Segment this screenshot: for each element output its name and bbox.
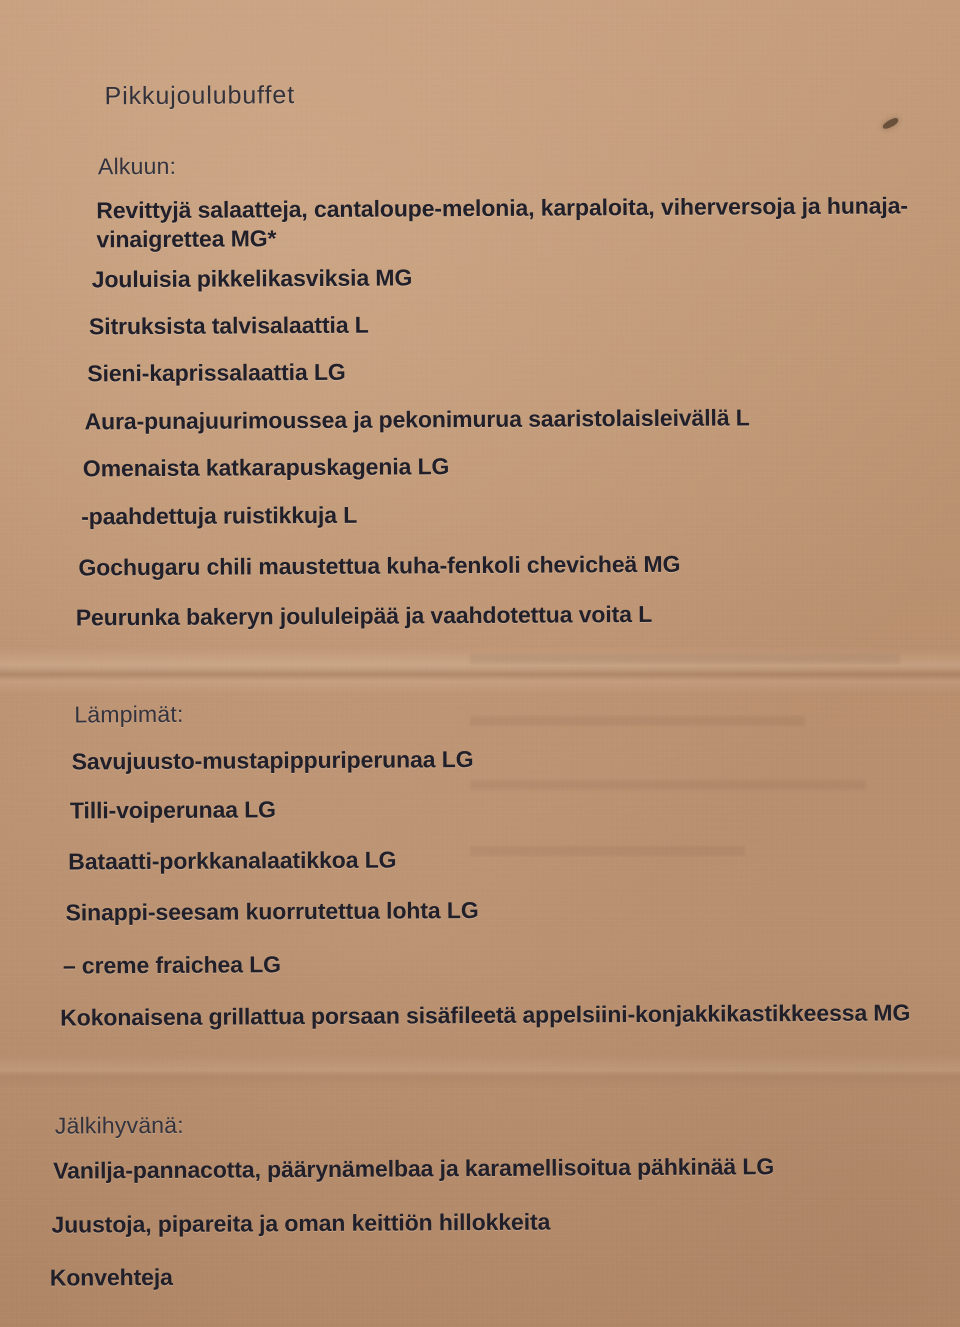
menu-item: Revittyjä salaatteja, cantaloupe-melonia, karpaloita, viherversoja ja hunaja-: [96, 192, 909, 224]
menu-item: Bataatti-porkkanalaatikkoa LG: [68, 846, 397, 875]
menu-item: Jouluisia pikkelikasviksia MG: [91, 264, 413, 293]
menu-item-continuation: vinaigrettea MG*: [96, 225, 277, 253]
menu-item: Vanilja-pannacotta, päärynämelbaa ja karamellisoitua pähkinää LG: [53, 1153, 775, 1184]
menu-item: Savujuusto-mustapippuriperunaa LG: [71, 746, 474, 775]
menu-item: Sitruksista talvisalaattia L: [88, 311, 369, 340]
menu-item: Aura-punajuurimoussea ja pekonimurua saaristolaisleivällä L: [84, 404, 750, 435]
page-title: Pikkujoulubuffet: [104, 81, 296, 111]
menu-item: Konvehteja: [49, 1263, 173, 1291]
menu-item: Sinappi-seesam kuorrutettua lohta LG: [65, 897, 479, 926]
menu-item: Tilli-voiperunaa LG: [69, 796, 277, 824]
section-heading-starters: Alkuun:: [97, 152, 177, 180]
section-heading-warm-dishes: Lämpimät:: [74, 700, 184, 728]
menu-item: Omenaista katkarapuskagenia LG: [82, 453, 450, 482]
menu-item: Peurunka bakeryn joululeipää ja vaahdotettua voita L: [75, 600, 653, 631]
menu-item: Juustoja, pipareita ja oman keittiön hillokkeita: [51, 1208, 551, 1238]
menu-item: Gochugaru chili maustettua kuha-fenkoli chevicheä MG: [78, 550, 681, 581]
menu-item: Kokonaisena grillattua porsaan sisäfileetä appelsiini-konjakkikastikkeessa MG: [60, 999, 911, 1031]
section-heading-desserts: Jälkihyvänä:: [54, 1111, 184, 1139]
menu-item: -paahdettuja ruistikkuja L: [81, 501, 358, 530]
menu-item: Sieni-kaprissalaattia LG: [87, 358, 346, 387]
menu-item: – creme fraichea LG: [62, 951, 281, 979]
